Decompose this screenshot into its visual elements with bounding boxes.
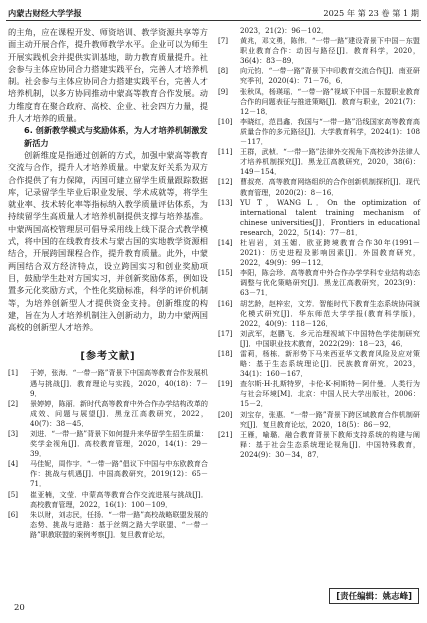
reference-item [218, 238, 420, 268]
reference-number: [7] [218, 36, 229, 46]
reference-text: 朱以财，刘志民，任扬．“一带一路”高校战略联盟发展的态势、挑战与进路：基于丝绸之路大学联盟、“一带一路”职教联盟的案例考察[J]．复旦教育论坛， [30, 509, 208, 539]
header-rule [6, 20, 421, 21]
reference-item [8, 459, 208, 489]
references-title: [参考文献] [80, 351, 136, 363]
reference-item [218, 87, 420, 117]
reference-text: 刘武军，赵鹏飞．乡元治理视域下中国特色学徒制研究[J]．中国职业技术教育，2022(29)：18－23，46． [240, 328, 420, 348]
reference-list [8, 368, 208, 540]
reference-text: 曹叔亮．高等教育网络组织的合作创新机制探析[J]．现代教育管理，2020(2)：8－16． [240, 177, 420, 197]
reference-text: 崔亚楠，文莹．中蒙高等教育合作交流进展与挑战[J]．高校教育管理，2022，16(1)：100－109． [30, 489, 208, 509]
reference-text: 李阳，陈会珍．高等教育中外合作办学学科专业结构动态调整与优化策略研究[J]．黑龙江高教研究，2023(9)：63－71． [240, 268, 420, 298]
reference-text: 张秋凤，杨瑛瑶．“一带一路”视域下中国－东盟职业教育合作的问题表征与推进策略[J]．教育与职业，2021(7)：12－18． [240, 86, 420, 116]
reference-number: [10] [218, 116, 233, 126]
reference-item [218, 299, 420, 329]
reference-text: 景婷婷，陈丽．新时代高等教育中外合作办学结构改革的成效、问题与展望[J]．黑龙江高教研究，2022，40(7)：38－45． [30, 398, 208, 428]
reference-number: [18] [218, 349, 233, 358]
reference-number: [21] [218, 429, 233, 439]
editor-credit: [责任编辑：姚志峰] [329, 588, 419, 604]
reference-number: [20] [218, 409, 233, 419]
reference-number: [6] [8, 509, 19, 519]
reference-text: 李晓红，范昌鑫．我国与“一带一路”沿线国家高等教育高质量合作的多元路径[J]．大学教育科学，2024(1)：108－117． [240, 116, 420, 147]
reference-item [8, 368, 208, 398]
reference-number: [2] [8, 398, 19, 408]
reference-text: 向元钧．“一带一路”背景下中印教育交流合作[J]．南亚研究季刊，2020(4)：71－76，6． [240, 66, 420, 86]
running-header [0, 0, 427, 24]
body-paragraph: 的主角，应在课程开发、师资培训、教学资源共享等方面主动开展合作，提升教师教学水平。企业可以为师生开展实践机会并提供实训基地，助力教育质量提升。社会参与主体应协同合力搭建实践平台，完善人才培养机制。社会参与主体应协同合力搭建实践平台，完善人才培养机制，以多方协同推动中蒙高等教育合作发展。动力维度育在聚合政府、高校、企业、社会四方力量，提升人才培养的质量。 [8, 27, 208, 124]
reference-number: [17] [218, 328, 233, 338]
reference-item [218, 430, 420, 460]
reference-number: [14] [218, 237, 233, 247]
reference-text: 雷莉，杨栋．新形势下马来西亚华文教育风险及应对策略：基于生态系统理论[J]．民族教育研究，2023，34(1)：160－167． [240, 349, 420, 379]
reference-number: [5] [8, 489, 19, 499]
reference-item [218, 198, 420, 238]
right-column [218, 26, 420, 460]
reference-item [8, 490, 208, 510]
reference-number: [3] [8, 428, 19, 438]
reference-item [218, 410, 420, 430]
reference-item [218, 147, 420, 177]
reference-continuation: 2023，21(2)：96－102． [240, 26, 329, 35]
reference-item [218, 329, 420, 349]
reference-text: YU T，WANG L．On the optimization of international talent training mechanism of chinese universities[J]．Frontiers in educational research，2022，5(14)：77－81． [240, 197, 420, 237]
reference-item [218, 349, 420, 379]
reference-number: [19] [218, 379, 233, 389]
reference-item [218, 36, 420, 66]
reference-number: [11] [218, 147, 233, 157]
reference-item [218, 117, 420, 147]
reference-number: [12] [218, 177, 233, 187]
reference-text: 刘宝存，张惠．“一带一路”背景下跨区域教育合作机制研究[J]．复旦教育论坛，2020，18(5)：86－92． [240, 409, 420, 429]
reference-number: [4] [8, 459, 19, 469]
reference-number: [9] [218, 86, 229, 96]
reference-text: 马佳妮，周作宇．“一带一路”倡议下中国与中东欧教育合作：挑战与机遇[J]．中国高教研究，2019(12)：65－71． [30, 459, 208, 489]
reference-number: [8] [218, 66, 229, 76]
reference-item [218, 177, 420, 197]
left-column [8, 26, 208, 540]
reference-text: 胡艺龄，赵梓宏，文芳．智能时代下教育生态系统协同演化模式研究[J]．华东师范大学学报(教育科学版)，2022，40(9)：118－126． [240, 298, 420, 328]
reference-text: 于婷，张海．“一带一路”背景下中国高等教育合作发展机遇与挑战[J]．教育理论与实践，2020，40(18)：7－9． [30, 368, 208, 398]
reference-item [218, 379, 420, 409]
reference-number: [1] [8, 368, 19, 378]
journal-name: 内蒙古财经大学学报 [8, 8, 82, 18]
reference-item [8, 429, 208, 459]
reference-item [8, 399, 208, 429]
reference-number: [13] [218, 197, 233, 207]
reference-text: 杜岩岩，刘玉媚．欧亚跨境教育合作30年(1991－2021)：历史进程及影响因素[J]．外国教育研究，2022，49(9)：99－112． [240, 237, 420, 268]
reference-text: 查尔斯·H·扎斯特罗，卡伦·K·柯斯特－阿什曼．人类行为与社会环境[M]．北京：中国人民大学出版社，2006：15－2． [240, 379, 420, 409]
reference-item [218, 268, 420, 298]
page-number: 20 [14, 603, 25, 613]
reference-item [8, 510, 208, 540]
reference-text: 黄兆，邓文勇，陈伟．“一带一路”建设背景下中国－东盟职业教育合作：动因与路径[J]．教育科学，2020，36(4)：83－89． [240, 36, 420, 66]
reference-item [218, 66, 420, 86]
reference-text: 刘进．“一带一路”背景下如何提升来华留学生招生质量：奖学金视角[J]．高校教育管理，2020，14(1)：29－39． [30, 428, 208, 459]
section-heading: 6. 创新教学模式与奖励体系，为人才培养机制激发新活力 [24, 125, 208, 148]
body-paragraph: 创新维度是指通过创新的方式，加强中蒙高等教育交流与合作，提升人才培养质量。中蒙友好关系为双方合作提供了有力保障，丙国可建立留学生质量跟踪数据库，记录留学生毕业后职业发展、学术成就等，将学生就业率、技术转化率等指标纳入教学质量评估体系，为持续留学生高质量人才培养机制提供支撑与培养基准。中蒙两国高校管理层可倡导采用线上线下混合式教学模式，将中国的在线教育技术与蒙古国的实地教学资源相结合，开展跨国课程合作，提升教育质量。此外，中蒙两国结合双方经济特点，设立跨国实习和创业奖励项目，鼓励学生赴对方国实习，并创新奖励体系，例如设置多元化奖励方式，个性化奖励标准，科学的评价机制等，为培养创新型人才提供资金支持。创新维度的构建，旨在为人才培养机制注入创新动力，助力中蒙两国高校的创新型人才培养。 [8, 149, 208, 333]
reference-text: 王群，武桢．“一带一路”法律外交视角下高校涉外法律人才培养机制探究[J]．黑龙江高教研究，2020，38(6)：149－154． [240, 147, 420, 177]
issue-info: 2025 年 第 23 卷 第 1 期 [323, 8, 419, 18]
reference-text: 王雁，喻璐．融合教育背景下教师支持系统的构建与阐释：基于社会生态系统理论视角[J]．中国特殊教育，2024(9)：30－34，87． [240, 429, 420, 459]
reference-number: [16] [218, 298, 233, 308]
reference-number: [15] [218, 268, 233, 278]
